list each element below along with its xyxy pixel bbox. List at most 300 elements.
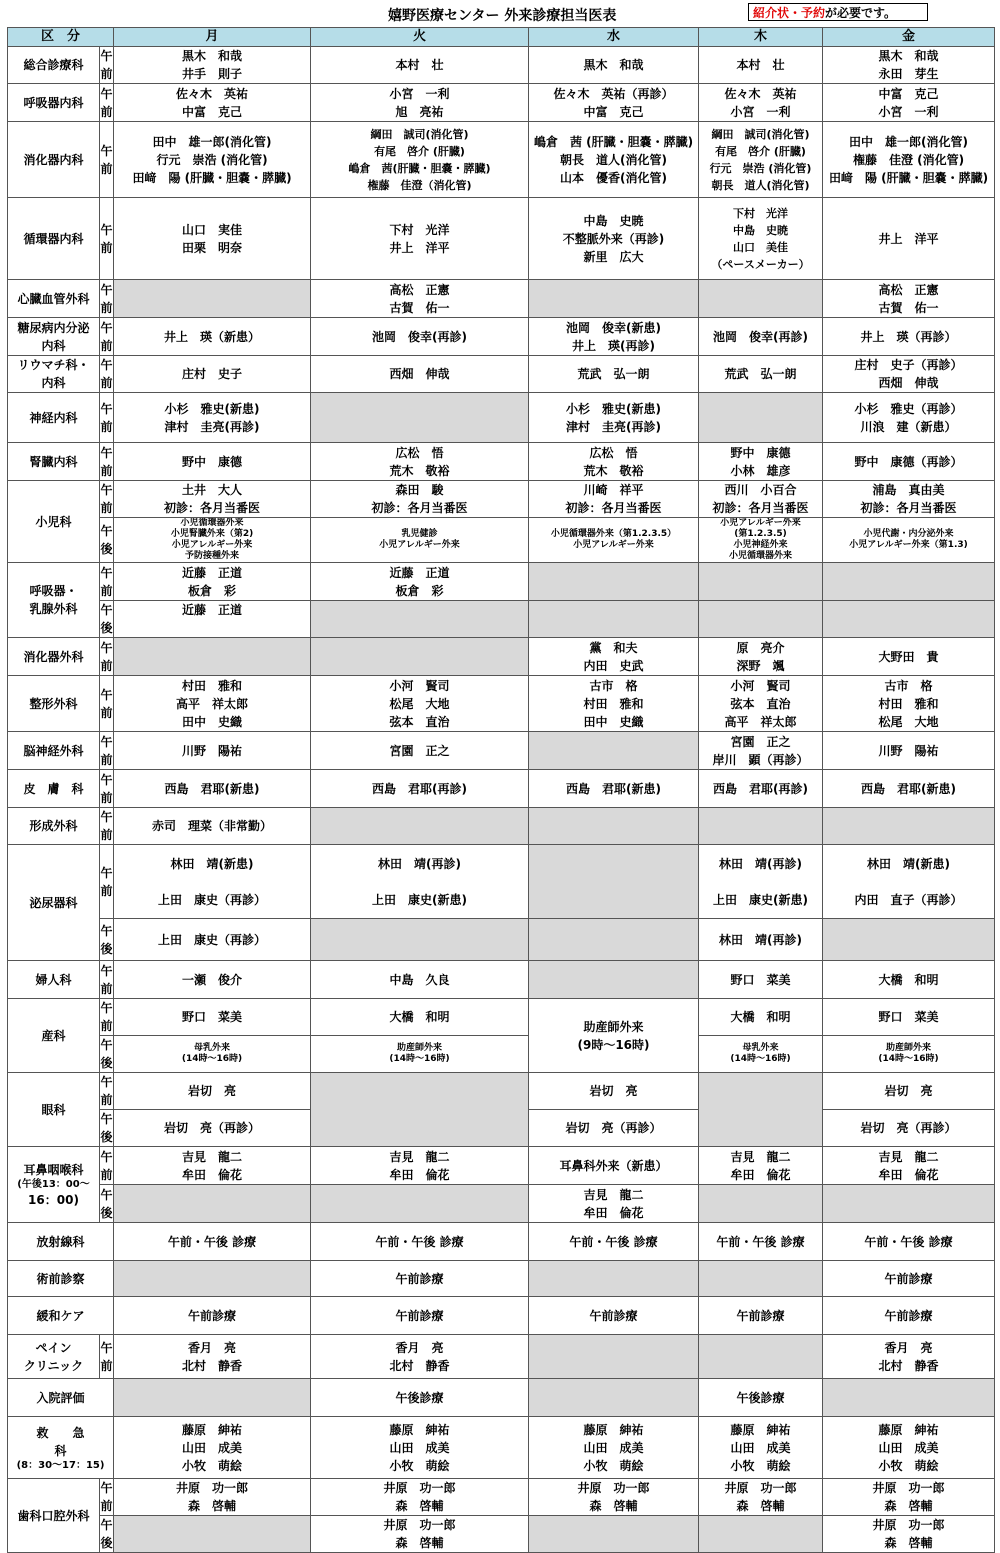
doctor-line: 朝長 道人(消化管)	[711, 178, 810, 192]
session-label	[100, 1073, 114, 1110]
session-char: 前	[100, 1167, 113, 1182]
department-name	[8, 1335, 100, 1379]
department-name	[8, 198, 100, 280]
department-name	[8, 356, 100, 393]
cell-thu	[699, 1185, 823, 1223]
cell-fri	[823, 393, 995, 443]
cell-wed	[529, 393, 699, 443]
doctor-line: 上田 康史（再診）	[158, 932, 267, 947]
doctor-line: 内田 史武	[583, 658, 644, 673]
doctor-line: 川野 陽祐	[878, 743, 939, 758]
cell-fri	[823, 1479, 995, 1516]
doctor-line: 宮園 正之	[389, 743, 450, 758]
doctor-line: 牟田 倫花	[182, 1167, 243, 1182]
session-char: 前	[100, 419, 113, 434]
cell-fri	[823, 122, 995, 198]
doctor-line: 小宮 一利	[389, 86, 450, 101]
department-name	[8, 1297, 114, 1335]
doctor-line: 田中 雄一郎(消化管)	[152, 134, 272, 149]
session-char: 前	[100, 67, 113, 81]
session-label	[100, 280, 114, 318]
session-char: 午	[100, 401, 113, 416]
session-char: 午	[100, 483, 113, 497]
cell-tue	[311, 1261, 529, 1297]
department-label: 消化器外科	[23, 649, 84, 664]
cell-tue	[311, 919, 529, 961]
session-label	[100, 122, 114, 198]
doctor-line: 津村 圭亮(再診)	[566, 419, 661, 434]
department-label: 神経内科	[29, 410, 78, 425]
session-char: 前	[100, 981, 113, 996]
department-label: ペイン	[35, 1340, 72, 1355]
session-char: 後	[100, 1130, 113, 1144]
cell-thu	[699, 481, 823, 518]
doctor-line: 井原 功一郎	[724, 1481, 797, 1495]
session-label	[100, 47, 114, 84]
doctor-line: 古市 格	[884, 678, 933, 693]
cell-fri	[823, 601, 995, 638]
doctor-line: 広松 悟	[395, 445, 444, 460]
session-char: 前	[100, 658, 113, 673]
session-char: 前	[100, 240, 113, 255]
doctor-line: 岩切 亮（再診）	[164, 1121, 261, 1135]
doctor-line: 田栗 明奈	[182, 240, 243, 255]
session-char: 後	[100, 542, 113, 556]
cell-tue	[311, 1185, 529, 1223]
doctor-line: 古賀 佑一	[389, 300, 450, 315]
doctor-line: 不整脈外来（再診)	[562, 231, 665, 246]
session-label	[100, 808, 114, 845]
clinic-note: 小児腎臓外来（第2)	[170, 529, 254, 539]
doctor-line: 庄村 史子	[182, 367, 243, 381]
schedule-row	[8, 770, 995, 808]
doctor-line: 黨 和夫	[589, 640, 638, 655]
doctor-line: 新里 広大	[583, 249, 644, 264]
doctor-line: 黒木 和哉	[182, 49, 243, 63]
doctor-line: 佐々木 英祐	[176, 86, 249, 101]
session-label	[100, 518, 114, 563]
header-thu: 木	[699, 28, 823, 47]
page-header	[0, 0, 1000, 28]
doctor-line: 山口 美佳	[733, 240, 789, 254]
department-label: 消化器内科	[23, 152, 84, 167]
cell-wed	[529, 198, 699, 280]
doctor-line: 午前・午後 診療	[167, 1234, 257, 1249]
department-label: 呼吸器内科	[23, 95, 84, 110]
session-label	[100, 1110, 114, 1147]
cell-fri	[823, 198, 995, 280]
cell-mon	[114, 1223, 311, 1261]
doctor-line	[823, 873, 994, 891]
cell-tue	[311, 1479, 529, 1516]
doctor-line: 古市 格	[589, 678, 638, 693]
doctor-line: 森 啓輔	[188, 1499, 237, 1513]
cell-wed	[529, 770, 699, 808]
doctor-line: 午前・午後 診療	[864, 1234, 953, 1249]
doctor-line: （ペースメーカー）	[711, 257, 810, 271]
department-label: 内科	[41, 376, 66, 390]
schedule-row	[8, 1479, 995, 1516]
cell-fri	[823, 1110, 995, 1147]
clinic-note: 小児アレルギー外来	[720, 518, 801, 528]
schedule-row	[8, 1516, 995, 1553]
cell-thu	[699, 732, 823, 770]
session-char: 前	[100, 1093, 113, 1107]
doctor-line: 永田 芽生	[878, 67, 939, 81]
doctor-line	[311, 873, 528, 891]
department-label: 歯科口腔外科	[17, 1508, 90, 1523]
cell-wed	[529, 47, 699, 84]
header-mon: 月	[114, 28, 311, 47]
schedule-row	[8, 122, 995, 198]
session-label	[100, 770, 114, 808]
doctor-line: 浦島 真由美	[872, 483, 945, 497]
department-name	[8, 770, 100, 808]
clinic-note: 小児神経外来	[733, 540, 788, 550]
doctor-line: 森 啓輔	[395, 1499, 444, 1513]
cell-mon	[114, 198, 311, 280]
department-name	[8, 1223, 114, 1261]
department-label: 小児科	[35, 514, 72, 529]
cell-wed	[529, 1479, 699, 1516]
doctor-line: 田中 雄一郎(消化管)	[849, 134, 968, 149]
cell-mon	[114, 122, 311, 198]
doctor-line: 林田 靖(再診)	[719, 932, 802, 947]
session-char: 前	[100, 705, 113, 720]
page-title: 嬉野医療センター 外来診療担当医表	[388, 8, 617, 24]
cell-fri	[823, 1297, 995, 1335]
doctor-line: 山口 実佳	[182, 222, 243, 237]
doctor-line: 山本 優香(消化管)	[560, 170, 667, 185]
doctor-line: 野中 康德	[182, 454, 243, 469]
department-name	[8, 1479, 100, 1553]
session-char: 前	[100, 501, 113, 515]
cell-tue	[311, 481, 529, 518]
doctor-line: 藤原 紳祐	[583, 1422, 644, 1437]
cell-fri	[823, 1379, 995, 1417]
cell-tue	[311, 1073, 529, 1147]
session-char: 前	[100, 376, 113, 390]
doctor-line: 川崎 祥平	[583, 483, 644, 497]
doctor-line: 午後診療	[736, 1390, 785, 1405]
doctor-line: 田中 史織	[182, 714, 243, 729]
doctor-line: 岩切 亮（再診）	[565, 1121, 662, 1135]
schedule-table	[7, 27, 995, 1553]
department-label: 総合診療科	[23, 58, 84, 72]
cell-fri	[823, 1417, 995, 1479]
cell-thu	[699, 1036, 823, 1073]
schedule-row	[8, 638, 995, 676]
schedule-row	[8, 1297, 995, 1335]
header-tue: 火	[311, 28, 529, 47]
cell-mon	[114, 808, 311, 845]
cell-tue	[311, 961, 529, 999]
doctor-line: 小牧 萌絵	[389, 1458, 450, 1473]
doctor-line: 綱田 誠司(消化管)	[711, 127, 810, 141]
session-label	[100, 1516, 114, 1553]
session-label	[100, 638, 114, 676]
doctor-line: 西島 君耶(新患)	[861, 781, 956, 796]
cell-fri	[823, 481, 995, 518]
doctor-line: 中島 久良	[389, 972, 450, 987]
schedule-row	[8, 393, 995, 443]
department-name	[8, 122, 100, 198]
session-label	[100, 198, 114, 280]
doctor-line	[114, 873, 310, 891]
cell-thu	[699, 999, 823, 1036]
doctor-line: 田﨑 陽 (肝臓・胆嚢・膵臓)	[828, 170, 989, 185]
doctor-line: 井手 則子	[182, 67, 243, 81]
doctor-line: 井原 功一郎	[383, 1481, 456, 1495]
session-char: 後	[100, 1205, 113, 1220]
doctor-line: 初診：各月当番医	[371, 501, 468, 515]
doctor-line: 井原 功一郎	[872, 1518, 945, 1532]
cell-wed	[529, 1335, 699, 1379]
department-name	[8, 1261, 114, 1297]
doctor-line: 井上 瑛(再診)	[572, 338, 655, 353]
session-label	[100, 1147, 114, 1185]
session-label	[100, 393, 114, 443]
department-name	[8, 393, 100, 443]
doctor-line: 大橋 和明	[730, 1010, 791, 1024]
doctor-line: 有尾 啓介 (肝臓)	[715, 144, 806, 158]
session-char: 前	[100, 338, 113, 353]
doctor-line: 森 啓輔	[589, 1499, 638, 1513]
doctor-line: 川野 陽祐	[182, 743, 243, 758]
doctor-line: 西畑 伸哉	[878, 376, 939, 390]
doctor-line: 近藤 正道	[182, 565, 243, 580]
doctor-line: 西島 君耶(再診)	[713, 781, 808, 796]
cell-wed	[529, 1147, 699, 1185]
doctor-line: 初診：各月当番医	[565, 501, 662, 515]
session-char: 前	[100, 104, 113, 119]
department-name	[8, 1147, 100, 1223]
doctor-line: 森田 駿	[395, 483, 444, 497]
session-char: 前	[100, 790, 113, 805]
department-name	[8, 1379, 114, 1417]
cell-thu	[699, 518, 823, 563]
doctor-line: 岩切 亮	[884, 1084, 933, 1098]
cell-wed	[529, 961, 699, 999]
clinic-note: 助産師外来	[886, 1043, 932, 1053]
doctor-line: 藤原 紳祐	[182, 1422, 243, 1437]
doctor-line: 岩切 亮	[589, 1084, 638, 1098]
cell-tue	[311, 280, 529, 318]
cell-wed	[529, 1297, 699, 1335]
cell-fri	[823, 1147, 995, 1185]
cell-fri	[823, 676, 995, 732]
doctor-line: 中富 克己	[583, 104, 644, 119]
doctor-line: 野口 菜美	[878, 1010, 939, 1024]
session-char: 前	[100, 463, 113, 478]
doctor-line: 荒木 敬裕	[389, 463, 450, 478]
clinic-note: 助産師外来	[397, 1043, 443, 1053]
doctor-line: 午前診療	[188, 1308, 237, 1323]
cell-mon	[114, 638, 311, 676]
clinic-note: 小児アレルギー外来	[171, 540, 253, 550]
doctor-line: 綱田 誠司(消化管)	[370, 127, 469, 141]
doctor-line: 午前・午後 診療	[716, 1234, 805, 1249]
cell-tue	[311, 1335, 529, 1379]
department-name	[8, 563, 100, 638]
cell-mon	[114, 1110, 311, 1147]
header-division: 区 分	[8, 28, 114, 47]
doctor-line: 井上 瑛（再診）	[860, 329, 957, 344]
doctor-line: 山田 成美	[182, 1440, 243, 1455]
cell-thu	[699, 84, 823, 122]
session-char: 午	[100, 810, 113, 824]
cell-tue	[311, 1036, 529, 1073]
schedule-row	[8, 999, 995, 1036]
doctor-line: 林田 靖(新患)	[170, 856, 254, 871]
cell-wed	[529, 1185, 699, 1223]
doctor-line: 林田 靖(新患)	[867, 856, 950, 871]
doctor-line: 中島 史暁	[583, 213, 644, 228]
doctor-line: 近藤 正道	[389, 565, 450, 580]
schedule-header	[8, 28, 995, 47]
cell-tue	[311, 808, 529, 845]
cell-thu	[699, 563, 823, 601]
doctor-line: 大橋 和明	[389, 1010, 450, 1024]
cell-thu	[699, 280, 823, 318]
doctor-line: 森 啓輔	[884, 1536, 933, 1550]
cell-thu	[699, 1147, 823, 1185]
doctor-line: 西島 君耶(新患)	[566, 781, 661, 796]
schedule-row	[8, 563, 995, 601]
cell-fri	[823, 1036, 995, 1073]
doctor-line: 旭 亮祐	[395, 104, 444, 119]
cell-tue	[311, 999, 529, 1036]
session-char: 前	[100, 300, 113, 315]
department-label: 産科	[41, 1028, 66, 1043]
cell-mon	[114, 84, 311, 122]
cell-tue	[311, 1297, 529, 1335]
doctor-line: 牟田 倫花	[583, 1205, 644, 1220]
schedule-row	[8, 1417, 995, 1479]
doctor-line: 井上 洋平	[878, 231, 939, 246]
doctor-line: 近藤 正道	[182, 603, 243, 617]
doctor-line: 権藤 佳澄（消化管)	[367, 178, 472, 192]
doctor-line: 弦本 直治	[389, 714, 450, 729]
department-label: 皮 膚 科	[23, 781, 84, 796]
doctor-line: 深野 颯	[736, 658, 785, 673]
doctor-line: 庄村 史子（再診）	[854, 358, 963, 372]
department-label: 整形外科	[29, 696, 78, 711]
cell-wed	[529, 601, 699, 638]
cell-wed	[529, 732, 699, 770]
session-label	[100, 1185, 114, 1223]
cell-fri	[823, 961, 995, 999]
cell-mon	[114, 1335, 311, 1379]
doctor-line: 土井 大人	[182, 483, 243, 497]
doctor-line: 小宮 一利	[878, 104, 939, 119]
doctor-line: 村田 雅和	[583, 696, 644, 711]
department-name	[8, 84, 100, 122]
cell-thu	[699, 393, 823, 443]
cell-thu	[699, 676, 823, 732]
cell-tue	[311, 518, 529, 563]
cell-tue	[311, 1223, 529, 1261]
department-label: リウマチ科・	[17, 358, 90, 372]
department-label: 耳鼻咽喉科	[23, 1162, 84, 1177]
department-label: 緩和ケア	[36, 1308, 85, 1323]
department-label: (午後13：00～	[17, 1178, 90, 1190]
cell-wed	[529, 481, 699, 518]
doctor-line: 耳鼻科外来（新患）	[559, 1158, 668, 1173]
session-char: 午	[100, 222, 113, 237]
schedule-row	[8, 676, 995, 732]
cell-fri	[823, 638, 995, 676]
doctor-line: 嶋倉 茜 (肝臓・胆嚢・膵臓)	[533, 134, 694, 149]
doctor-line: 吉見 龍二	[878, 1149, 939, 1164]
schedule-row	[8, 1185, 995, 1223]
session-char: 午	[100, 640, 113, 655]
doctor-line: 野口 菜美	[730, 972, 791, 987]
department-name	[8, 280, 100, 318]
doctor-line	[699, 873, 822, 891]
schedule-row	[8, 1036, 995, 1073]
cell-tue	[311, 1516, 529, 1553]
schedule-row	[8, 845, 995, 919]
cell-mon	[114, 1479, 311, 1516]
cell-thu	[699, 601, 823, 638]
cell-mon	[114, 1073, 311, 1110]
session-char: 午	[100, 687, 113, 702]
session-char: 前	[100, 583, 113, 598]
cell-tue	[311, 732, 529, 770]
doctor-line: 小杉 雅史(新患)	[566, 401, 661, 416]
cell-wed	[529, 563, 699, 601]
department-name	[8, 808, 100, 845]
header-fri: 金	[823, 28, 995, 47]
cell-mon	[114, 356, 311, 393]
clinic-note: 小児代謝・内分泌外来	[863, 529, 954, 539]
clinic-note: 小児循環器外来（第1.2.3.5）	[550, 529, 677, 539]
doctor-line: 中富 克己	[878, 86, 939, 101]
department-label: 呼吸器・	[29, 584, 78, 598]
schedule-row	[8, 518, 995, 563]
doctor-line: 井上 瑛（新患）	[164, 329, 261, 344]
session-char: 午	[100, 865, 113, 880]
schedule-body	[8, 47, 995, 1553]
doctor-line: 午前・午後 診療	[375, 1234, 464, 1249]
cell-mon	[114, 676, 311, 732]
department-label: 科	[54, 1443, 67, 1458]
doctor-line: 小牧 萌絵	[730, 1458, 791, 1473]
cell-tue	[311, 393, 529, 443]
cell-thu	[699, 443, 823, 481]
doctor-line: 藤原 紳祐	[878, 1422, 939, 1437]
cell-thu	[699, 318, 823, 356]
doctor-line: 小河 賢司	[730, 678, 791, 693]
doctor-line: 赤司 理菜（非常勤）	[152, 819, 273, 833]
cell-wed	[529, 676, 699, 732]
doctor-line: 森 啓輔	[884, 1499, 933, 1513]
doctor-line: 森 啓輔	[736, 1499, 785, 1513]
session-label	[100, 318, 114, 356]
cell-fri	[823, 318, 995, 356]
session-char: 午	[100, 358, 113, 372]
cell-tue	[311, 1147, 529, 1185]
department-name	[8, 318, 100, 356]
cell-fri	[823, 1223, 995, 1261]
department-label: 16：00)	[28, 1192, 79, 1207]
cell-mon	[114, 1261, 311, 1297]
doctor-line: 山田 成美	[730, 1440, 791, 1455]
session-char: 前	[100, 1358, 113, 1373]
session-label	[100, 999, 114, 1036]
doctor-line: 牟田 倫花	[389, 1167, 450, 1182]
